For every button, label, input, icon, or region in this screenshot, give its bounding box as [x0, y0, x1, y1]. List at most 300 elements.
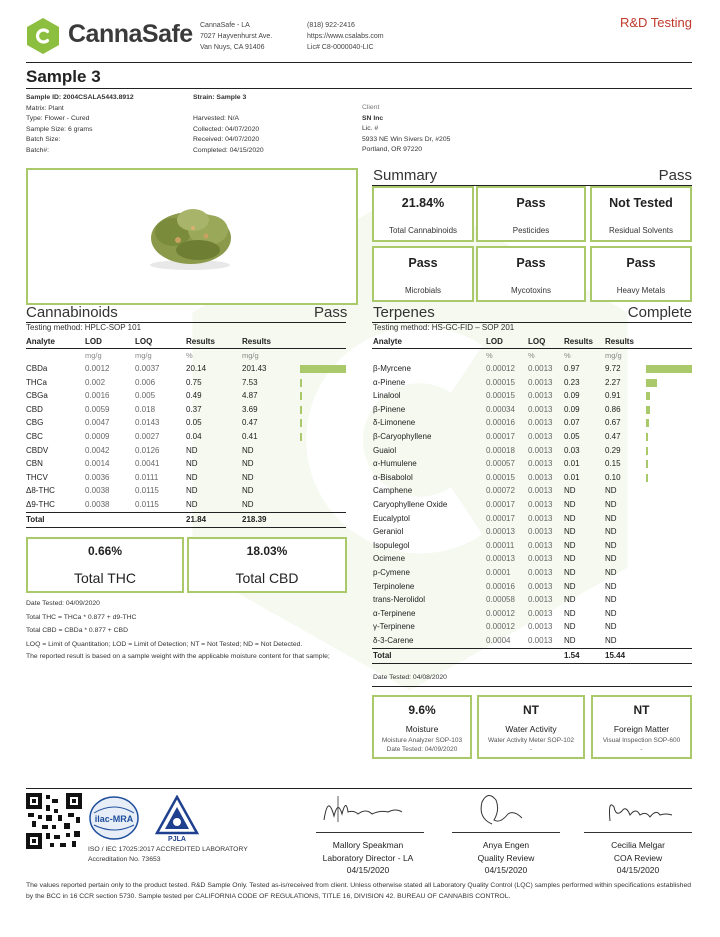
table-bottom-rule [26, 527, 346, 528]
table-cell-loq: 0.0013 [528, 486, 553, 496]
table-header-rule [26, 348, 346, 349]
table-row [372, 620, 692, 634]
table-cell-name: Guaiol [373, 445, 397, 455]
table-row [372, 362, 692, 376]
table-cell-mg: ND [242, 486, 254, 496]
table-cell-name: α-Pinene [373, 377, 406, 387]
table-cell-mg: ND [605, 486, 617, 496]
result-bar [646, 460, 648, 468]
table-row [26, 498, 346, 512]
summary-card-label: Mycotoxins [510, 286, 551, 295]
table-cell-lod: 0.00017 [486, 432, 515, 441]
summary-card-value: Pass [408, 256, 438, 270]
test-card [477, 695, 585, 759]
table-cell-pct: 0.01 [564, 459, 580, 469]
summary-card [476, 186, 586, 242]
table-row [372, 498, 692, 512]
table-cell-lod: 0.00016 [486, 581, 515, 591]
table-cell-lod: 0.00013 [486, 554, 515, 564]
pjla-logo-icon [155, 795, 199, 843]
table-cell-name: γ-Terpinene [373, 622, 415, 632]
table-header: Analyte [26, 337, 55, 346]
result-bar [646, 474, 648, 482]
table-cell-name: α-Terpinene [373, 608, 416, 618]
accreditation-info: ISO / IEC 17025:2017 ACCREDITED LABORATORY Accreditation No. 73653 [88, 846, 248, 863]
table-cell-lod: 0.0036 [85, 472, 110, 482]
table-cell-lod: 0.00012 [486, 608, 515, 618]
table-cell-loq: 0.0013 [528, 581, 553, 591]
terpenes-title: Terpenes [373, 304, 435, 321]
table-cell-lod: 0.00012 [486, 622, 515, 632]
table-cell-mg: ND [605, 568, 617, 577]
terpenes-date-tested: Date Tested: 04/08/2020 [373, 674, 447, 681]
table-cell-mg: ND [605, 608, 617, 618]
table-cell-pct: ND [564, 568, 576, 577]
result-bar [300, 406, 302, 414]
table-cell-name: Δ9-THC [26, 500, 55, 509]
table-cell-lod: 0.00015 [486, 377, 515, 387]
table-cell-pct: ND [564, 554, 576, 564]
table-total-row [26, 513, 346, 527]
disclaimer: The values reported pertain only to the product tested. R&D Sample Only. Tested as-is/received from client. Unless otherwise stated all Laboratory Quality Control (LQC) samples performed within specifications established by the BCC in 16 CCR section 5730. Sample tested per CALIFORNIA CODE OF REGULATIONS, TITLE 16, DIVISION 42. BUREAU OF CANNABIS CONTROL. [26, 882, 692, 900]
total-thc-value: 0.66% [87, 544, 123, 558]
test-card-sub2: - [529, 746, 533, 753]
table-cell-name: α-Humulene [373, 459, 417, 469]
table-cell-name: Ocimene [373, 554, 406, 564]
test-card-value: NT [523, 703, 539, 717]
table-cell-name: δ-3-Carene [373, 636, 414, 645]
result-bar [646, 447, 648, 455]
table-cell-pct: ND [564, 608, 576, 618]
table-cell-name: CBC [26, 432, 43, 441]
table-row [26, 403, 346, 417]
table-unit: mg/g [135, 351, 152, 360]
report-type: R&D Testing [619, 15, 692, 30]
table-unit: mg/g [242, 351, 259, 360]
summary-card-value: Not Tested [609, 196, 673, 210]
total-cbd-label: Total CBD [235, 570, 299, 586]
summary-card-label: Microbials [404, 286, 441, 295]
test-card-label: Moisture [405, 724, 439, 734]
table-row [372, 580, 692, 594]
table-row [26, 484, 346, 498]
sample-dates: Harvested: N/A Collected: 04/07/2020 Received: 04/07/2020 Completed: 04/15/2020 [193, 115, 264, 154]
table-cell-loq: 0.0013 [528, 636, 553, 645]
summary-card [590, 246, 692, 302]
ilac-mra-text: ilac-MRA [94, 814, 134, 824]
table-cell-loq: 0.0037 [135, 364, 160, 373]
table-cell-loq: 0.0111 [135, 472, 159, 482]
table-cell-pct: 0.05 [186, 418, 202, 428]
table-cell-mg: ND [605, 581, 617, 591]
table-cell-name: Geraniol [373, 527, 404, 537]
table-cell-name: CBDV [26, 445, 49, 455]
table-cell-mg: ND [605, 622, 617, 632]
table-cell-name: p-Cymene [373, 568, 410, 577]
table-cell-pct: 0.75 [186, 377, 202, 387]
table-row [26, 457, 346, 471]
table-header: Analyte [373, 337, 402, 346]
table-header: Results [242, 337, 271, 346]
table-cell-name: CBG [26, 418, 44, 428]
table-cell-pct: ND [564, 500, 576, 509]
signature-date: 04/15/2020 [484, 865, 528, 875]
total-thc-box [26, 537, 184, 593]
table-cell-loq: 0.0013 [528, 459, 553, 469]
table-cell-mg: ND [605, 595, 617, 605]
table-cell-mg: 201.43 [242, 364, 267, 373]
table-cell-pct: ND [564, 595, 576, 605]
table-cell-name: δ-Limonene [373, 418, 416, 428]
table-cell-loq: 0.0013 [528, 554, 553, 564]
summary-card-label: Heavy Metals [616, 286, 666, 295]
table-cell-name: CBGa [26, 391, 48, 401]
signature-date: 04/15/2020 [616, 865, 660, 875]
table-unit: mg/g [85, 351, 102, 360]
table-cell-loq: 0.0013 [528, 391, 553, 401]
table-cell-pct: 0.07 [564, 418, 580, 428]
table-cell-name: β-Pinene [373, 404, 406, 414]
table-total-mg: 15.44 [605, 650, 626, 660]
table-cell-lod: 0.00034 [486, 404, 515, 414]
table-total-row [372, 649, 692, 663]
table-row [26, 389, 346, 403]
table-cell-lod: 0.00012 [486, 364, 515, 373]
table-row [26, 416, 346, 430]
table-unit: % [528, 351, 535, 360]
table-cell-mg: ND [242, 459, 254, 469]
result-bar [300, 365, 346, 373]
summary-card [372, 186, 474, 242]
table-cell-loq: 0.0013 [528, 622, 553, 632]
table-cell-mg: 0.10 [605, 472, 621, 482]
table-total-label: Total [26, 514, 45, 524]
table-cell-loq: 0.0115 [135, 486, 159, 496]
table-cell-lod: 0.00058 [486, 595, 515, 605]
table-cell-name: Δ8-THC [26, 486, 55, 496]
result-bar [300, 379, 302, 387]
table-cell-mg: ND [605, 554, 617, 564]
table-row [372, 634, 692, 648]
summary-card [590, 186, 692, 242]
table-header: LOD [85, 337, 102, 346]
table-row [372, 484, 692, 498]
total-thc-label: Total THC [74, 570, 136, 586]
sample-title: Sample 3 [26, 67, 101, 86]
test-card [591, 695, 692, 759]
table-total-pct: 21.84 [186, 514, 207, 524]
table-cell-pct: ND [564, 527, 576, 537]
test-card-value: 9.6% [408, 703, 436, 717]
table-cell-name: α-Bisabolol [373, 472, 413, 482]
test-card-sub1: Moisture Analyzer SOP-103 [381, 737, 463, 744]
signature-melgar-icon [604, 793, 676, 829]
table-cell-pct: ND [564, 540, 576, 550]
table-cell-loq: 0.0027 [135, 432, 160, 441]
table-cell-loq: 0.018 [135, 404, 156, 414]
cannabinoids-status: Pass [314, 304, 348, 321]
test-card-sub1: Water Activity Meter SOP-102 [487, 737, 575, 744]
table-unit: % [564, 351, 571, 360]
table-cell-mg: 0.29 [605, 445, 621, 455]
signature-name: Cecilia Melgar [611, 840, 665, 850]
signature-name: Anya Engen [482, 840, 530, 850]
table-cell-name: Terpinolene [373, 581, 415, 591]
signature-role: Laboratory Director - LA [322, 852, 414, 863]
table-header: LOD [486, 337, 503, 346]
table-cell-lod: 0.00017 [486, 500, 515, 509]
table-cell-loq: 0.0013 [528, 608, 553, 618]
table-cell-lod: 0.00017 [486, 513, 515, 523]
table-cell-lod: 0.0047 [85, 418, 110, 428]
table-cell-mg: ND [605, 636, 617, 645]
summary-card-value: Pass [626, 256, 656, 270]
table-cell-mg: ND [605, 527, 617, 537]
sample-field: Batch#: [26, 146, 50, 154]
table-row [26, 430, 346, 444]
table-cell-pct: 0.09 [564, 404, 580, 414]
table-cell-name: CBD [26, 404, 43, 414]
sample-field: Batch Size: [26, 136, 61, 143]
table-row [372, 444, 692, 458]
table-cell-pct: ND [186, 459, 198, 469]
table-cell-mg: 7.53 [242, 377, 258, 387]
signature-role: Quality Review [477, 852, 535, 863]
qr-code-icon [26, 793, 82, 849]
table-cell-lod: 0.00015 [486, 391, 515, 401]
table-header: Results [605, 337, 634, 346]
header-rule [26, 62, 692, 63]
table-row [372, 552, 692, 566]
cannasafe-logo-icon [26, 17, 60, 55]
sample-field: Sample Size: 6 grams [26, 125, 93, 133]
sample-field: Matrix: Plant [26, 104, 64, 112]
table-cell-loq: 0.0013 [528, 595, 553, 605]
table-cell-name: trans-Nerolidol [373, 595, 426, 605]
summary-card-label: Residual Solvents [608, 226, 674, 235]
test-card-sub1: Visual Inspection SOP-600 [602, 737, 681, 744]
table-cell-loq: 0.0013 [528, 472, 553, 482]
table-cell-mg: ND [605, 500, 617, 509]
table-cell-name: Linalool [373, 391, 401, 401]
table-cell-loq: 0.0013 [528, 404, 553, 414]
table-unit: % [186, 351, 193, 360]
table-row [372, 389, 692, 403]
table-row [372, 607, 692, 621]
table-cell-lod: 0.0042 [85, 445, 110, 455]
table-cell-pct: ND [186, 500, 198, 509]
table-cell-lod: 0.00057 [486, 459, 515, 469]
result-bar [646, 392, 650, 400]
signature-block [306, 839, 430, 877]
table-total-pct: 1.54 [564, 650, 580, 660]
table-cell-lod: 0.00072 [486, 486, 515, 496]
table-total-mg: 218.39 [242, 514, 267, 524]
table-cell-loq: 0.0013 [528, 527, 553, 537]
test-card-sub2: - [640, 746, 643, 753]
table-cell-lod: 0.00016 [486, 418, 515, 428]
terpenes-status: Complete [627, 304, 692, 321]
table-cell-name: CBN [26, 459, 43, 469]
result-bar [646, 406, 650, 414]
summary-title: Summary [373, 167, 438, 184]
total-cbd-box [187, 537, 347, 593]
signature-speakman-icon [318, 790, 408, 830]
table-cell-pct: 0.23 [564, 377, 580, 387]
table-unit: mg/g [605, 351, 622, 360]
table-cell-mg: 3.69 [242, 404, 258, 414]
terpenes-method: Testing method: HS-GC-FID – SOP 201 [373, 323, 515, 332]
table-row [372, 457, 692, 471]
table-cell-name: Caryophyllene Oxide [373, 500, 448, 509]
table-cell-loq: 0.0115 [135, 500, 159, 509]
summary-card-value: 21.84% [401, 196, 445, 210]
table-row [26, 362, 346, 376]
table-cell-pct: ND [564, 486, 576, 496]
table-cell-loq: 0.0013 [528, 418, 553, 428]
table-cell-lod: 0.0004 [486, 636, 511, 645]
table-cell-mg: 0.41 [242, 432, 258, 441]
table-cell-mg: ND [242, 445, 254, 455]
table-cell-lod: 0.0038 [85, 500, 110, 509]
table-cell-name: Camphene [373, 486, 413, 496]
table-cell-loq: 0.0126 [135, 445, 160, 455]
signature-line-3 [584, 832, 692, 833]
table-cell-mg: ND [605, 540, 617, 550]
result-bar [300, 433, 302, 441]
table-cell-lod: 0.0014 [85, 459, 110, 469]
summary-card-label: Pesticides [512, 226, 550, 235]
signature-block [576, 839, 700, 877]
table-cell-loq: 0.0013 [528, 540, 553, 550]
table-row [372, 539, 692, 553]
table-cell-name: β-Myrcene [373, 364, 411, 373]
result-bar [646, 365, 692, 373]
test-card-sub2: Date Tested: 04/09/2020 [386, 746, 458, 753]
table-row [372, 376, 692, 390]
table-bottom-rule [372, 663, 692, 664]
table-cell-loq: 0.006 [135, 377, 156, 387]
table-cell-pct: ND [186, 472, 198, 482]
table-header: Results [186, 337, 215, 346]
sample-field: Type: Flower - Cured [26, 115, 90, 122]
table-unit: % [486, 351, 493, 360]
table-cell-mg: 0.15 [605, 459, 621, 469]
table-cell-lod: 0.0001 [486, 568, 511, 577]
title-rule [26, 88, 692, 89]
summary-card [372, 246, 474, 302]
terpenes-date-rule [372, 686, 692, 687]
table-header: LOQ [135, 337, 153, 346]
table-cell-pct: 20.14 [186, 364, 207, 373]
table-cell-name: Eucalyptol [373, 513, 410, 523]
signature-block [444, 839, 568, 877]
table-row [372, 416, 692, 430]
result-bar [646, 419, 649, 427]
table-cell-pct: 0.04 [186, 432, 202, 441]
table-row [372, 430, 692, 444]
table-cell-lod: 0.0059 [85, 404, 110, 414]
table-cell-mg: 9.72 [605, 364, 621, 373]
table-row [372, 471, 692, 485]
cannabinoids-method: Testing method: HPLC-SOP 101 [26, 323, 142, 332]
table-cell-lod: 0.00013 [486, 527, 515, 537]
signature-date: 04/15/2020 [346, 865, 390, 875]
table-cell-lod: 0.0009 [85, 432, 110, 441]
table-cell-pct: ND [564, 513, 576, 523]
table-cell-mg: 0.86 [605, 404, 621, 414]
test-card-value: NT [633, 703, 650, 717]
footer-rule [26, 788, 692, 789]
table-cell-mg: ND [605, 513, 617, 523]
result-bar [300, 419, 302, 427]
table-cell-name: β-Caryophyllene [373, 432, 432, 441]
result-bar [646, 433, 648, 441]
result-bar [646, 379, 657, 387]
table-cell-loq: 0.0013 [528, 445, 553, 455]
summary-card-label: Total Cannabinoids [388, 226, 458, 235]
table-cell-loq: 0.005 [135, 391, 156, 401]
sample-image [26, 168, 358, 305]
table-header-rule [372, 348, 692, 349]
client-info: Client SN Inc Lic. # 5933 NE Win Sivers Dr, #205 Portland, OR 97220 [362, 104, 451, 153]
result-bar [300, 392, 302, 400]
cannabis-bud-icon [28, 170, 356, 303]
table-row [26, 376, 346, 390]
table-row [26, 444, 346, 458]
lab-contact: (818) 922-2416 https://www.csalabs.com Lic# C8-0000040-LIC [307, 22, 384, 51]
table-row [372, 566, 692, 580]
table-cell-lod: 0.00018 [486, 445, 515, 455]
lab-address: CannaSafe - LA 7027 Hayvenhurst Ave. Van Nuys, CA 91406 [200, 22, 273, 51]
summary-card [476, 246, 586, 302]
sample-field: Sample ID: 2004CSALA5443.8912 [26, 94, 134, 101]
cannabinoid-notes: Date Tested: 04/09/2020 Total THC = THCa * 0.877 + d9-THC Total CBD = CBDa * 0.877 + CBD LOQ = Limit of Quantitation; LOD = Limit of Detection; NT = Not Tested; ND = Not Detected. The reported result is based on a sample weight with the applicable moisture content for that sample; [26, 600, 330, 661]
signature-line-2 [452, 832, 560, 833]
table-row [372, 403, 692, 417]
table-cell-lod: 0.00011 [486, 540, 515, 550]
table-cell-pct: 0.03 [564, 445, 580, 455]
brand-name: CannaSafe [68, 20, 193, 48]
table-cell-pct: 0.01 [564, 472, 580, 482]
table-cell-mg: ND [242, 472, 254, 482]
table-cell-lod: 0.0038 [85, 486, 110, 496]
signature-engen-icon [470, 788, 530, 832]
table-cell-pct: ND [564, 581, 576, 591]
sample-details [26, 93, 134, 156]
table-cell-lod: 0.002 [85, 377, 106, 387]
table-cell-mg: 2.27 [605, 377, 621, 387]
table-cell-loq: 0.0013 [528, 432, 553, 441]
table-cell-pct: ND [564, 636, 576, 645]
test-card [372, 695, 472, 759]
table-cell-pct: ND [186, 486, 198, 496]
test-card-label: Water Activity [505, 724, 557, 734]
table-cell-lod: 0.00015 [486, 472, 515, 482]
table-cell-mg: 0.47 [605, 432, 621, 441]
table-cell-pct: 0.97 [564, 364, 580, 373]
summary-card-value: Pass [516, 196, 546, 210]
signature-role: COA Review [613, 852, 663, 863]
table-header: Results [564, 337, 593, 346]
pjla-text: PJLA [168, 836, 186, 843]
table-cell-loq: 0.0041 [135, 459, 160, 469]
table-row [372, 593, 692, 607]
table-cell-pct: 0.09 [564, 391, 580, 401]
summary-status: Pass [658, 167, 692, 184]
table-cell-loq: 0.0013 [528, 568, 553, 577]
table-cell-loq: 0.0143 [135, 418, 160, 428]
